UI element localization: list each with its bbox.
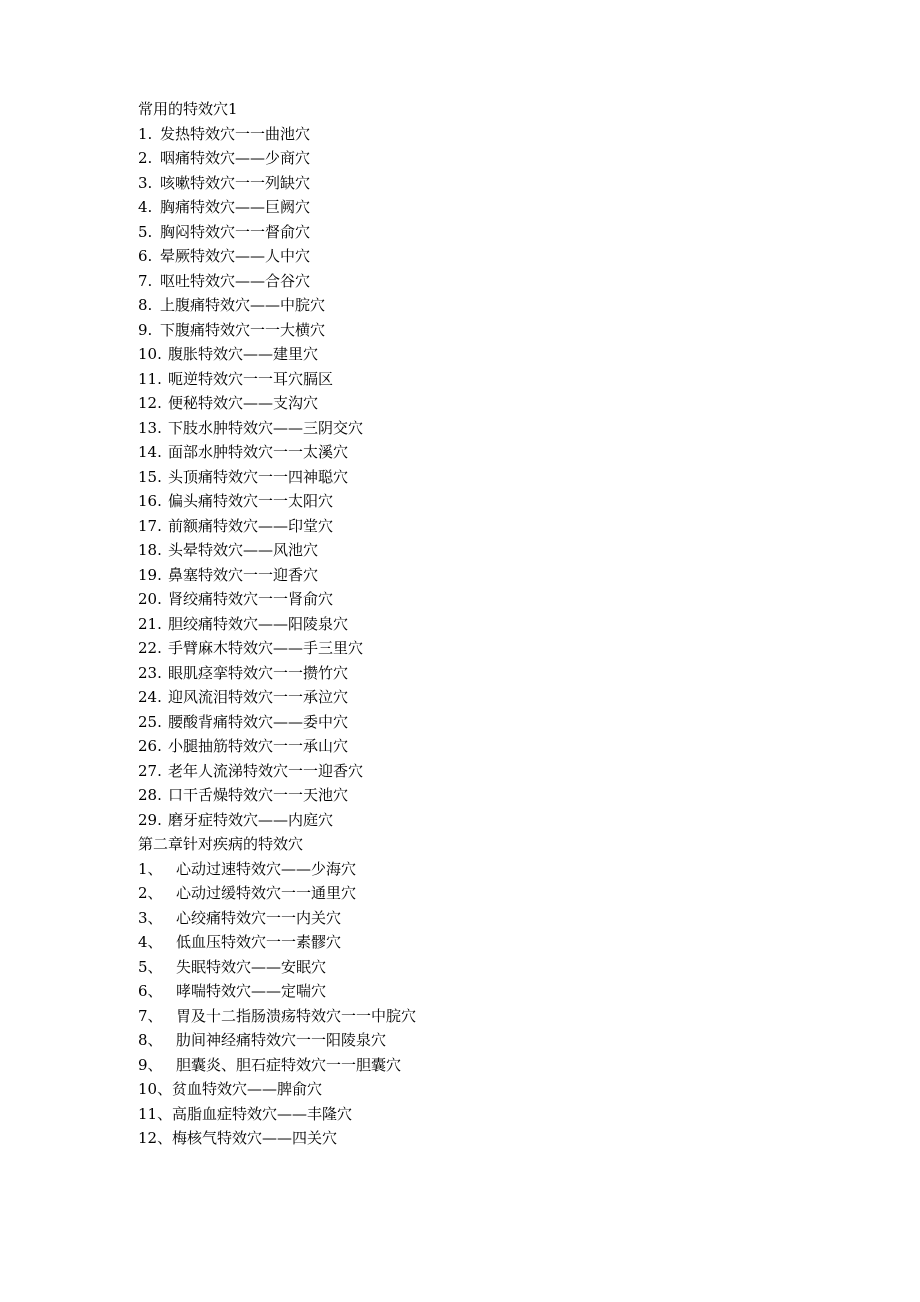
item-text: 胆囊炎、胆石症特效穴一一胆囊穴 — [176, 1055, 402, 1074]
item-number: 4、 — [138, 933, 163, 951]
item-number: 20. — [138, 590, 162, 608]
section-2-list — [138, 857, 838, 1151]
item-number: 1、 — [138, 859, 163, 878]
item-number: 9. — [138, 320, 153, 339]
list-item — [138, 171, 838, 196]
item-number: 1. — [138, 124, 153, 143]
item-number: 14. — [138, 443, 162, 461]
item-text: 眼肌痉挛特效穴一一攒竹穴 — [168, 663, 349, 682]
item-number: 10. — [138, 345, 162, 363]
item-number: 29. — [138, 810, 162, 829]
item-text: 心绞痛特效穴一一内关穴 — [176, 908, 342, 927]
item-number: 5、 — [138, 957, 163, 976]
item-text: 上腹痛特效穴——中脘穴 — [160, 296, 326, 314]
list-item — [138, 465, 838, 490]
list-item — [138, 1077, 838, 1102]
list-item — [138, 857, 838, 882]
item-number: 11、 — [138, 1104, 173, 1123]
list-item — [138, 734, 838, 759]
list-item — [138, 612, 838, 637]
item-text: 失眠特效穴——安眠穴 — [176, 957, 327, 976]
list-item — [138, 710, 838, 735]
item-number: 13. — [138, 418, 162, 437]
item-number: 9、 — [138, 1055, 163, 1074]
list-item — [138, 685, 838, 710]
item-text: 呕吐特效穴——合谷穴 — [160, 271, 311, 290]
item-number: 6. — [138, 247, 153, 265]
list-item — [138, 440, 838, 465]
item-number: 15. — [138, 467, 162, 486]
item-number: 23. — [138, 663, 162, 682]
list-item — [138, 1028, 838, 1053]
item-text: 肋间神经痛特效穴一一阳陵泉穴 — [176, 1031, 387, 1049]
item-text: 高脂血症特效穴——丰隆穴 — [172, 1104, 353, 1123]
item-number: 22. — [138, 639, 162, 657]
item-text: 发热特效穴一一曲池穴 — [160, 124, 311, 143]
item-number: 5. — [138, 222, 153, 241]
list-item — [138, 342, 838, 367]
item-text: 老年人流涕特效穴一一迎香穴 — [168, 761, 364, 780]
item-number: 19. — [138, 565, 162, 584]
list-item — [138, 416, 838, 441]
list-item — [138, 930, 838, 955]
item-number: 2、 — [138, 884, 163, 902]
list-item — [138, 293, 838, 318]
item-text: 低血压特效穴一一素髎穴 — [176, 933, 342, 951]
item-text: 下腹痛特效穴一一大横穴 — [160, 320, 326, 339]
item-number: 3、 — [138, 908, 163, 927]
item-number: 8、 — [138, 1031, 163, 1049]
item-number: 10、 — [138, 1080, 173, 1098]
item-text: 偏头痛特效穴一一太阳穴 — [168, 492, 334, 510]
item-number: 3. — [138, 173, 153, 192]
chapter-title: 第二章针对疾病的特效穴 — [138, 835, 304, 853]
item-text: 胸闷特效穴一一督俞穴 — [160, 222, 311, 241]
item-number: 4. — [138, 198, 153, 216]
item-number: 12、 — [138, 1129, 173, 1147]
list-item — [138, 759, 838, 784]
list-item — [138, 269, 838, 294]
document-page — [138, 97, 838, 1151]
item-text: 晕厥特效穴——人中穴 — [160, 247, 311, 265]
item-number: 16. — [138, 492, 162, 510]
list-item — [138, 195, 838, 220]
list-item — [138, 514, 838, 539]
item-number: 11. — [138, 369, 162, 388]
list-item — [138, 489, 838, 514]
item-text: 心动过速特效穴——少海穴 — [176, 859, 357, 878]
item-text: 磨牙症特效穴——内庭穴 — [168, 810, 334, 829]
item-number: 25. — [138, 712, 162, 731]
list-item — [138, 563, 838, 588]
list-item — [138, 881, 838, 906]
item-text: 咳嗽特效穴一一列缺穴 — [160, 173, 311, 192]
item-text: 梅核气特效穴——四关穴 — [172, 1129, 338, 1147]
item-number: 6、 — [138, 982, 163, 1000]
item-number: 12. — [138, 394, 162, 412]
list-item — [138, 391, 838, 416]
item-text: 肾绞痛特效穴一一肾俞穴 — [168, 590, 334, 608]
item-text: 下肢水肿特效穴——三阴交穴 — [168, 418, 364, 437]
item-number: 21. — [138, 614, 162, 633]
list-item — [138, 808, 838, 833]
list-item — [138, 1102, 838, 1127]
item-text: 便秘特效穴——支沟穴 — [168, 394, 319, 412]
item-number: 17. — [138, 516, 162, 535]
item-text: 头晕特效穴——风池穴 — [168, 541, 319, 559]
item-text: 鼻塞特效穴一一迎香穴 — [168, 565, 319, 584]
item-number: 7、 — [138, 1006, 163, 1025]
list-item — [138, 1053, 838, 1078]
list-item — [138, 122, 838, 147]
item-text: 胃及十二指肠溃疡特效穴一一中脘穴 — [176, 1006, 417, 1025]
list-item — [138, 587, 838, 612]
list-item — [138, 538, 838, 563]
list-item — [138, 955, 838, 980]
item-number: 7. — [138, 271, 153, 290]
item-number: 26. — [138, 737, 162, 755]
item-text: 贫血特效穴——脾俞穴 — [172, 1080, 323, 1098]
list-item — [138, 146, 838, 171]
list-item — [138, 318, 838, 343]
item-text: 胸痛特效穴——巨阙穴 — [160, 198, 311, 216]
item-text: 腹胀特效穴——建里穴 — [168, 345, 319, 363]
section-title: 常用的特效穴1 — [138, 100, 238, 118]
item-text: 迎风流泪特效穴一一承泣穴 — [168, 688, 349, 706]
item-text: 前额痛特效穴——印堂穴 — [168, 516, 334, 535]
list-item — [138, 906, 838, 931]
item-number: 28. — [138, 786, 162, 804]
list-item — [138, 220, 838, 245]
item-text: 头顶痛特效穴一一四神聪穴 — [168, 467, 349, 486]
item-text: 手臂麻木特效穴——手三里穴 — [168, 639, 364, 657]
item-text: 口干舌燥特效穴一一天池穴 — [168, 786, 349, 804]
list-item — [138, 1004, 838, 1029]
list-item — [138, 783, 838, 808]
section-1-list — [138, 122, 838, 833]
list-item — [138, 636, 838, 661]
list-item — [138, 244, 838, 269]
item-number: 2. — [138, 149, 153, 167]
item-number: 8. — [138, 296, 153, 314]
item-text: 面部水肿特效穴一一太溪穴 — [168, 443, 349, 461]
item-text: 小腿抽筋特效穴一一承山穴 — [168, 737, 349, 755]
item-text: 哮喘特效穴——定喘穴 — [176, 982, 327, 1000]
list-item — [138, 661, 838, 686]
item-text: 心动过缓特效穴一一通里穴 — [176, 884, 357, 902]
item-text: 胆绞痛特效穴——阳陵泉穴 — [168, 614, 349, 633]
item-text: 腰酸背痛特效穴——委中穴 — [168, 712, 349, 731]
item-text: 咽痛特效穴——少商穴 — [160, 149, 311, 167]
list-item — [138, 367, 838, 392]
item-number: 18. — [138, 541, 162, 559]
item-number: 27. — [138, 761, 162, 780]
item-number: 24. — [138, 688, 162, 706]
item-text: 呃逆特效穴一一耳穴膈区 — [168, 369, 334, 388]
list-item — [138, 979, 838, 1004]
list-item — [138, 1126, 838, 1151]
